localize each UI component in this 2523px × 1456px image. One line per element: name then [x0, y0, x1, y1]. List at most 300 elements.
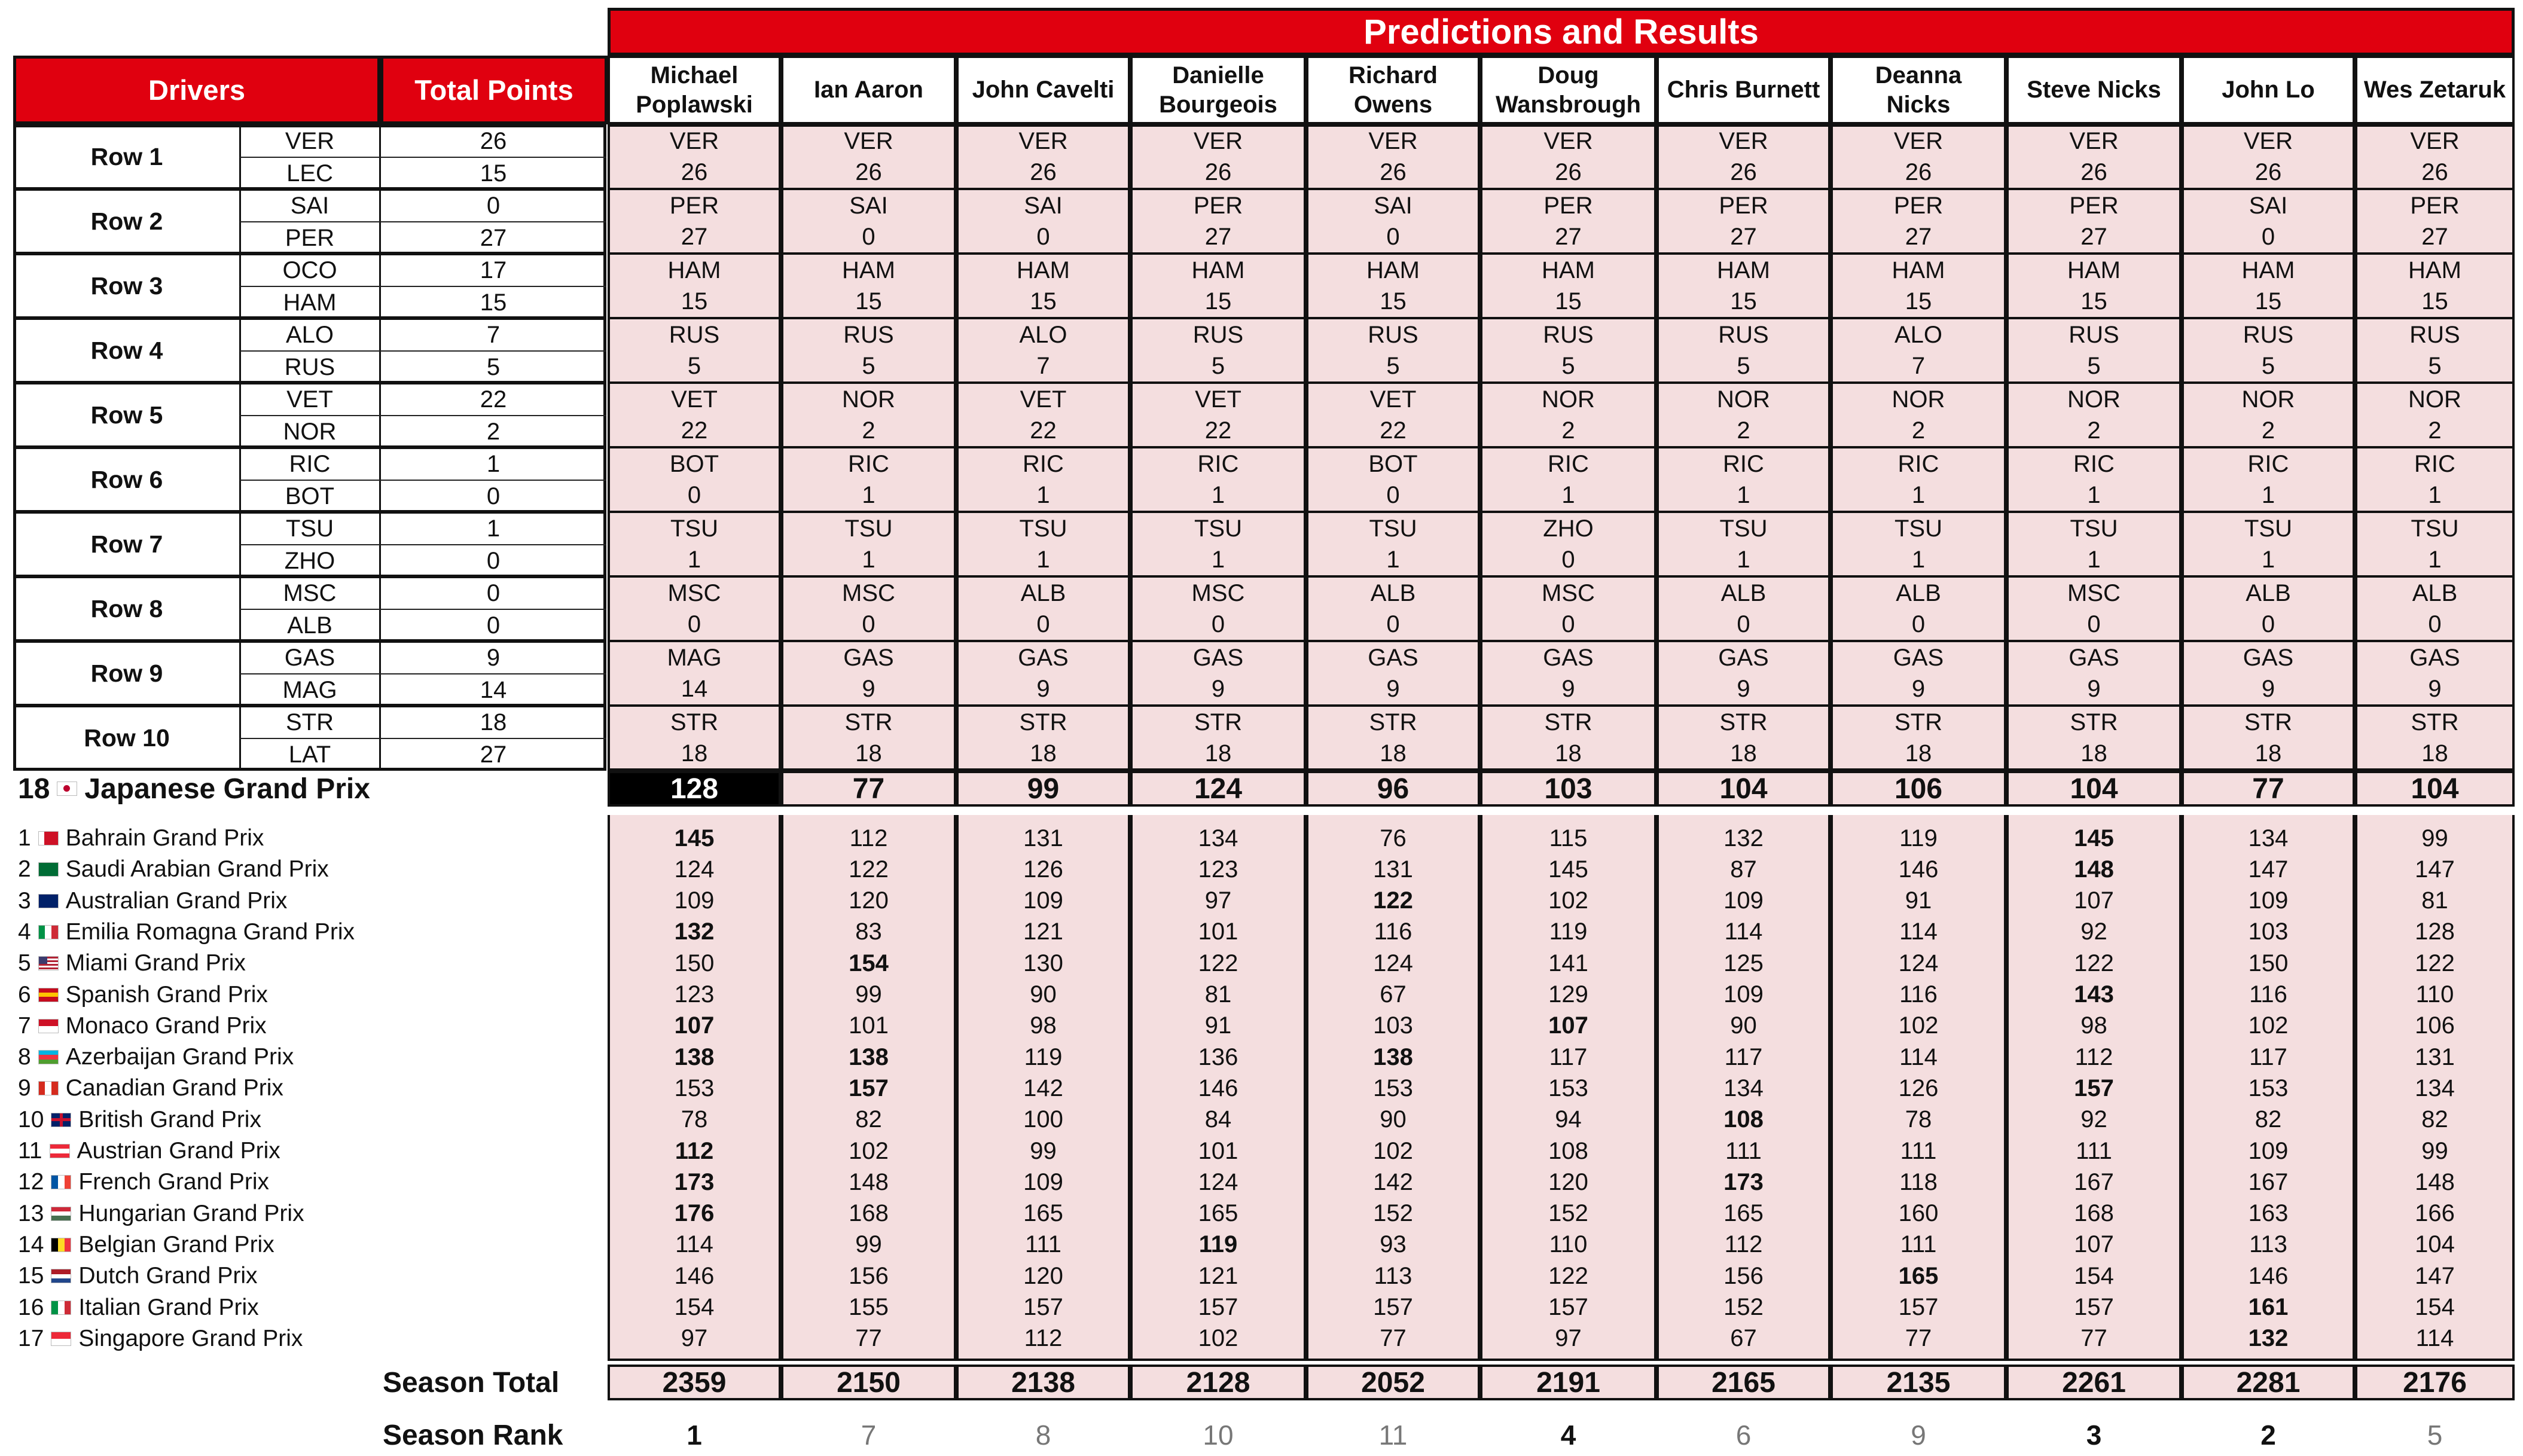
driver-code: STR	[286, 709, 334, 735]
race-score: 113	[1374, 1262, 1412, 1289]
pick-points: 18	[2421, 740, 2448, 767]
pick-points: 0	[2261, 611, 2275, 637]
race-score: 101	[849, 1012, 889, 1039]
pick-points: 1	[1036, 481, 1050, 508]
race-score: 82	[2254, 1106, 2282, 1133]
race-score: 116	[1374, 918, 1412, 945]
race-score: 109	[674, 887, 715, 914]
current-race-score: 128	[608, 771, 781, 807]
pick-driver: MSC	[842, 579, 895, 606]
pick-driver: VER	[2410, 127, 2460, 154]
season-rank-value: 8	[1035, 1420, 1051, 1451]
azerbaijan-flag-icon	[38, 1050, 59, 1064]
race-score: 122	[1548, 1262, 1588, 1289]
pick-driver: HAM	[2408, 257, 2461, 283]
pick-driver: STR	[1194, 709, 1242, 735]
race-number: 14	[18, 1231, 44, 1257]
pick-driver: STR	[844, 709, 893, 735]
driver-code: MAG	[282, 676, 337, 703]
race-number: 5	[18, 950, 31, 976]
race-score: 84	[1204, 1106, 1232, 1133]
race-score: 107	[1548, 1012, 1588, 1039]
race-label	[18, 1229, 604, 1260]
race-score: 146	[2248, 1262, 2289, 1289]
pick-driver: GAS	[2409, 644, 2460, 671]
pick-driver: NOR	[2241, 386, 2295, 413]
race-score: 99	[855, 981, 882, 1008]
pick-points: 1	[1211, 546, 1225, 573]
row-label: Row 4	[90, 336, 163, 364]
race-score: 124	[1898, 950, 1939, 976]
pick-points: 15	[1555, 288, 1582, 315]
race-score: 107	[2074, 887, 2114, 914]
pick-driver: NOR	[1892, 386, 1945, 413]
season-rank-value: 5	[2427, 1420, 2443, 1451]
season-total-value: 2165	[1656, 1365, 1831, 1400]
pick-driver: STR	[1719, 709, 1768, 735]
monaco-flag-icon	[38, 1019, 59, 1033]
race-score: 148	[849, 1168, 889, 1195]
race-score: 102	[1198, 1325, 1238, 1352]
race-score: 117	[2249, 1043, 2287, 1070]
pick-driver: ALB	[1720, 579, 1767, 606]
pick-driver: RIC	[1548, 450, 1589, 477]
pick-driver: VER	[1719, 127, 1768, 154]
pick-driver: SAI	[849, 192, 888, 219]
row-label: Row 1	[90, 142, 163, 170]
season-rank-value: 9	[1911, 1420, 1926, 1451]
pick-driver: TSU	[1719, 515, 1768, 542]
pick-driver: GAS	[2243, 644, 2294, 671]
race-number: 17	[18, 1325, 44, 1351]
race-score: 78	[681, 1106, 708, 1133]
pick-driver: HAM	[842, 257, 895, 283]
pick-points: 1	[1737, 546, 1750, 573]
race-score: 166	[2415, 1200, 2455, 1227]
season-rank-value: 3	[2086, 1420, 2102, 1451]
race-score: 99	[855, 1231, 882, 1258]
race-score: 117	[1724, 1043, 1763, 1070]
race-score: 123	[674, 981, 715, 1008]
current-race-score: 103	[1480, 771, 1656, 807]
race-score: 101	[1198, 1137, 1238, 1164]
pick-driver: PER	[1193, 192, 1243, 219]
season-total-value: 2359	[608, 1365, 781, 1400]
pick-points: 5	[1737, 352, 1750, 379]
pick-points: 9	[2261, 675, 2275, 702]
driver-code: TSU	[286, 515, 334, 542]
driver-points: 2	[486, 418, 501, 445]
race-score: 97	[1204, 887, 1232, 914]
race-score: 109	[1723, 981, 1764, 1008]
race-score: 121	[1023, 918, 1063, 945]
race-score: 103	[1373, 1012, 1413, 1039]
pick-driver: RIC	[848, 450, 889, 477]
pick-points: 0	[687, 481, 701, 508]
pick-points: 18	[1030, 740, 1057, 767]
race-score: 119	[1899, 825, 1938, 851]
pick-driver: RIC	[2073, 450, 2115, 477]
pick-driver: HAM	[2241, 257, 2295, 283]
pick-driver: RUS	[1543, 321, 1594, 348]
race-score: 112	[2074, 1043, 2113, 1070]
pick-points: 1	[862, 546, 875, 573]
pick-points: 26	[1204, 158, 1232, 185]
race-score: 107	[2074, 1231, 2114, 1258]
pick-points: 9	[862, 675, 875, 702]
race-score: 99	[1030, 1137, 1057, 1164]
season-rank-value: 1	[687, 1420, 702, 1451]
race-name: Singapore Grand Prix	[78, 1325, 303, 1351]
race-score: 109	[1023, 887, 1063, 914]
pick-driver: MSC	[1191, 579, 1245, 606]
pick-points: 1	[1211, 481, 1225, 508]
race-score: 176	[674, 1200, 715, 1227]
pick-driver: TSU	[1369, 515, 1417, 542]
race-score: 165	[1198, 1200, 1238, 1227]
race-score: 134	[2415, 1075, 2455, 1101]
pick-driver: BOT	[1368, 450, 1418, 477]
race-score: 102	[849, 1137, 889, 1164]
row-label: Row 7	[90, 530, 163, 558]
race-score: 147	[2415, 856, 2455, 883]
race-score: 157	[1898, 1294, 1939, 1320]
race-score: 156	[849, 1262, 889, 1289]
pick-driver: VER	[1018, 127, 1068, 154]
race-score: 100	[1023, 1106, 1063, 1133]
drivers-header: Drivers	[13, 56, 380, 124]
race-score: 136	[1198, 1043, 1238, 1070]
pick-driver: NOR	[2408, 386, 2461, 413]
pick-driver: RIC	[1723, 450, 1764, 477]
race-number: 7	[18, 1012, 31, 1039]
race-score: 112	[675, 1137, 714, 1164]
season-total-value: 2128	[1130, 1365, 1306, 1400]
pick-driver: TSU	[2244, 515, 2292, 542]
pick-driver: ZHO	[1543, 515, 1594, 542]
pick-driver: RUS	[1718, 321, 1769, 348]
pick-driver: RUS	[2409, 321, 2460, 348]
race-score: 123	[1198, 856, 1238, 883]
pick-driver: TSU	[1019, 515, 1067, 542]
race-score: 165	[1898, 1262, 1939, 1289]
race-number: 1	[18, 825, 31, 851]
pick-driver: RUS	[2069, 321, 2119, 348]
uk-flag-icon	[51, 1113, 71, 1127]
season-total-value: 2281	[2182, 1365, 2355, 1400]
race-score: 161	[2248, 1294, 2289, 1320]
race-score: 130	[1023, 950, 1063, 976]
driver-code: ZHO	[284, 547, 335, 574]
race-score: 148	[2415, 1168, 2455, 1195]
race-score: 121	[1198, 1262, 1238, 1289]
pick-points: 9	[1386, 675, 1400, 702]
pick-driver: ALB	[1896, 579, 1941, 606]
pick-points: 1	[1737, 481, 1750, 508]
driver-points: 15	[480, 289, 507, 316]
predictor-name-line2: Wansbrough	[1496, 91, 1641, 118]
race-number: 6	[18, 981, 31, 1008]
pick-points: 26	[1730, 158, 1757, 185]
driver-points: 27	[480, 224, 507, 251]
race-score: 102	[1373, 1137, 1413, 1164]
race-score: 109	[2248, 1137, 2289, 1164]
predictor-header	[1306, 56, 1480, 124]
pick-driver: SAI	[1374, 192, 1412, 219]
race-name: Miami Grand Prix	[65, 950, 246, 976]
pick-driver: RUS	[843, 321, 894, 348]
pick-driver: VER	[1368, 127, 1418, 154]
canada-flag-icon	[38, 1081, 59, 1095]
race-score: 157	[1548, 1294, 1588, 1320]
race-score: 128	[2415, 918, 2455, 945]
pick-driver: NOR	[1542, 386, 1595, 413]
race-score: 173	[1723, 1168, 1764, 1195]
race-score: 87	[1730, 856, 1757, 883]
pick-points: 0	[862, 223, 875, 250]
pick-driver: RIC	[1197, 450, 1239, 477]
pick-points: 14	[681, 675, 708, 702]
pick-points: 27	[2421, 223, 2448, 250]
race-score: 153	[2248, 1075, 2289, 1101]
pick-points: 2	[2087, 417, 2101, 444]
pick-points: 15	[2254, 288, 2282, 315]
pick-points: 9	[1737, 675, 1750, 702]
predictor-name-line1: Wes Zetaruk	[2363, 77, 2506, 103]
race-score: 150	[2248, 950, 2289, 976]
pick-driver: NOR	[1717, 386, 1770, 413]
race-score: 114	[675, 1231, 713, 1258]
predictor-header	[1130, 56, 1306, 124]
race-score: 77	[855, 1325, 882, 1352]
belgium-flag-icon	[51, 1238, 71, 1252]
pick-points: 18	[1380, 740, 1407, 767]
japan-flag-icon	[57, 782, 77, 796]
season-total-value: 2176	[2355, 1365, 2515, 1400]
driver-points: 0	[486, 483, 501, 509]
race-score: 157	[1373, 1294, 1413, 1320]
race-label	[18, 1042, 604, 1073]
race-score: 102	[1548, 887, 1588, 914]
pick-driver: GAS	[1192, 644, 1244, 671]
race-score: 146	[1898, 856, 1939, 883]
race-score: 142	[1373, 1168, 1413, 1195]
pick-driver: ALB	[1370, 579, 1416, 606]
netherlands-flag-icon	[51, 1269, 71, 1283]
race-score: 167	[2074, 1168, 2114, 1195]
driver-code: RIC	[289, 450, 331, 477]
pick-driver: VER	[2243, 127, 2293, 154]
race-label	[18, 1260, 604, 1292]
race-score: 142	[1023, 1075, 1063, 1101]
race-name: Italian Grand Prix	[78, 1294, 259, 1320]
pick-driver: RIC	[1023, 450, 1064, 477]
driver-points: 0	[486, 579, 501, 606]
race-score: 154	[2074, 1262, 2114, 1289]
race-score: 150	[674, 950, 715, 976]
current-race-score: 104	[2006, 771, 2182, 807]
pick-points: 0	[687, 611, 701, 637]
race-score: 119	[1198, 1231, 1238, 1258]
race-score: 138	[849, 1043, 889, 1070]
race-number: 16	[18, 1294, 44, 1320]
race-label	[18, 1167, 604, 1198]
predictor-header	[608, 56, 781, 124]
race-score: 120	[1548, 1168, 1588, 1195]
pick-driver: PER	[1543, 192, 1593, 219]
race-score: 122	[1373, 887, 1413, 914]
season-total-label: Season Total	[383, 1366, 560, 1399]
race-label	[18, 1323, 604, 1354]
row-label: Row 9	[90, 659, 163, 687]
driver-code: MSC	[283, 579, 337, 606]
usa-flag-icon	[38, 956, 59, 970]
race-score: 112	[1024, 1325, 1063, 1352]
driver-code: VET	[286, 386, 333, 413]
pick-points: 1	[1561, 481, 1575, 508]
driver-code: ALB	[287, 612, 332, 639]
race-name: Azerbaijan Grand Prix	[65, 1044, 294, 1070]
predictor-name-line1: Doug	[1537, 62, 1599, 88]
pick-points: 15	[1730, 288, 1757, 315]
austria-flag-icon	[50, 1144, 70, 1158]
bahrain-flag-icon	[38, 831, 59, 845]
total-points-header: Total Points	[380, 56, 608, 124]
race-score: 77	[1905, 1325, 1932, 1352]
row-label: Row 3	[90, 271, 163, 300]
race-score: 147	[2248, 856, 2289, 883]
race-score: 116	[1899, 981, 1938, 1008]
race-score: 108	[1723, 1106, 1764, 1133]
driver-code: PER	[285, 224, 335, 251]
driver-points: 18	[480, 709, 507, 735]
race-score: 145	[1548, 856, 1588, 883]
season-rank-value: 10	[1203, 1420, 1234, 1451]
race-score: 109	[2248, 887, 2289, 914]
pick-points: 27	[1730, 223, 1757, 250]
race-score: 120	[849, 887, 889, 914]
france-flag-icon	[51, 1175, 71, 1189]
pick-points: 15	[681, 288, 708, 315]
row-label: Row 6	[90, 465, 163, 493]
race-label	[18, 1104, 604, 1136]
race-score: 111	[1900, 1231, 1937, 1258]
race-name: Canadian Grand Prix	[65, 1075, 283, 1101]
pick-driver: MSC	[667, 579, 721, 606]
pick-driver: VER	[669, 127, 719, 154]
race-score: 134	[2248, 825, 2289, 851]
pick-driver: GAS	[843, 644, 894, 671]
race-score: 153	[674, 1075, 715, 1101]
pick-driver: TSU	[1894, 515, 1942, 542]
pick-points: 26	[681, 158, 708, 185]
race-score: 114	[1724, 918, 1763, 945]
pick-driver: SAI	[2249, 192, 2288, 219]
singapore-flag-icon	[51, 1332, 71, 1346]
pick-points: 5	[862, 352, 875, 379]
race-score: 98	[1030, 1012, 1057, 1039]
race-score: 82	[855, 1106, 882, 1133]
race-name: Japanese Grand Prix	[84, 773, 370, 805]
race-score: 157	[2074, 1075, 2114, 1101]
pick-points: 1	[1911, 481, 1926, 508]
pick-driver: STR	[1019, 709, 1067, 735]
race-score: 117	[1549, 1043, 1588, 1070]
pick-points: 15	[1380, 288, 1407, 315]
pick-driver: HAM	[1017, 257, 1070, 283]
current-race-label	[18, 771, 604, 807]
driver-code: HAM	[283, 289, 337, 316]
row-label: Row 10	[84, 724, 170, 752]
race-score: 67	[1730, 1325, 1757, 1352]
pick-points: 0	[1386, 481, 1400, 508]
pick-driver: ALO	[1019, 321, 1067, 348]
pick-points: 0	[1561, 611, 1575, 637]
pick-points: 0	[1561, 546, 1575, 573]
predictor-header	[956, 56, 1130, 124]
race-score: 97	[1555, 1325, 1582, 1352]
driver-code: VER	[285, 127, 335, 154]
race-score: 111	[1025, 1231, 1061, 1258]
pick-driver: GAS	[1893, 644, 1944, 671]
predictor-header	[1831, 56, 2006, 124]
pick-driver: TSU	[670, 515, 718, 542]
race-score: 168	[2074, 1200, 2114, 1227]
driver-points: 0	[486, 547, 501, 574]
pick-points: 0	[2428, 611, 2442, 637]
race-name: British Grand Prix	[78, 1106, 261, 1133]
pick-driver: TSU	[2411, 515, 2459, 542]
race-number: 4	[18, 918, 31, 945]
italy-flag-icon	[51, 1301, 71, 1315]
pick-points: 1	[2261, 546, 2275, 573]
race-score: 102	[2248, 1012, 2289, 1039]
race-score: 122	[2415, 950, 2455, 976]
pick-points: 9	[1561, 675, 1575, 702]
current-race-score: 99	[956, 771, 1130, 807]
pick-driver: PER	[2410, 192, 2460, 219]
race-number: 11	[18, 1138, 42, 1164]
race-label	[18, 854, 604, 885]
race-score: 146	[674, 1262, 715, 1289]
race-score: 154	[849, 950, 889, 976]
race-score: 91	[1204, 1012, 1232, 1039]
race-score: 154	[674, 1294, 715, 1320]
pick-points: 0	[2087, 611, 2101, 637]
season-total-value: 2150	[781, 1365, 956, 1400]
pick-driver: VET	[671, 386, 718, 413]
race-score: 94	[1555, 1106, 1582, 1133]
season-total-value: 2261	[2006, 1365, 2182, 1400]
race-score: 82	[2421, 1106, 2448, 1133]
race-number: 9	[18, 1075, 31, 1101]
driver-code: ALO	[285, 321, 334, 348]
pick-driver: SAI	[1024, 192, 1063, 219]
pick-points: 5	[687, 352, 701, 379]
race-score: 122	[1198, 950, 1238, 976]
pick-driver: PER	[1893, 192, 1944, 219]
race-label	[18, 1136, 604, 1167]
race-score: 111	[1900, 1137, 1937, 1164]
race-name: Belgian Grand Prix	[78, 1231, 274, 1257]
pick-driver: PER	[2069, 192, 2119, 219]
current-race-score: 124	[1130, 771, 1306, 807]
season-total-value: 2138	[956, 1365, 1130, 1400]
pick-points: 18	[681, 740, 708, 767]
driver-code: RUS	[284, 353, 335, 380]
pick-points: 9	[1211, 675, 1225, 702]
race-score: 145	[674, 825, 715, 851]
